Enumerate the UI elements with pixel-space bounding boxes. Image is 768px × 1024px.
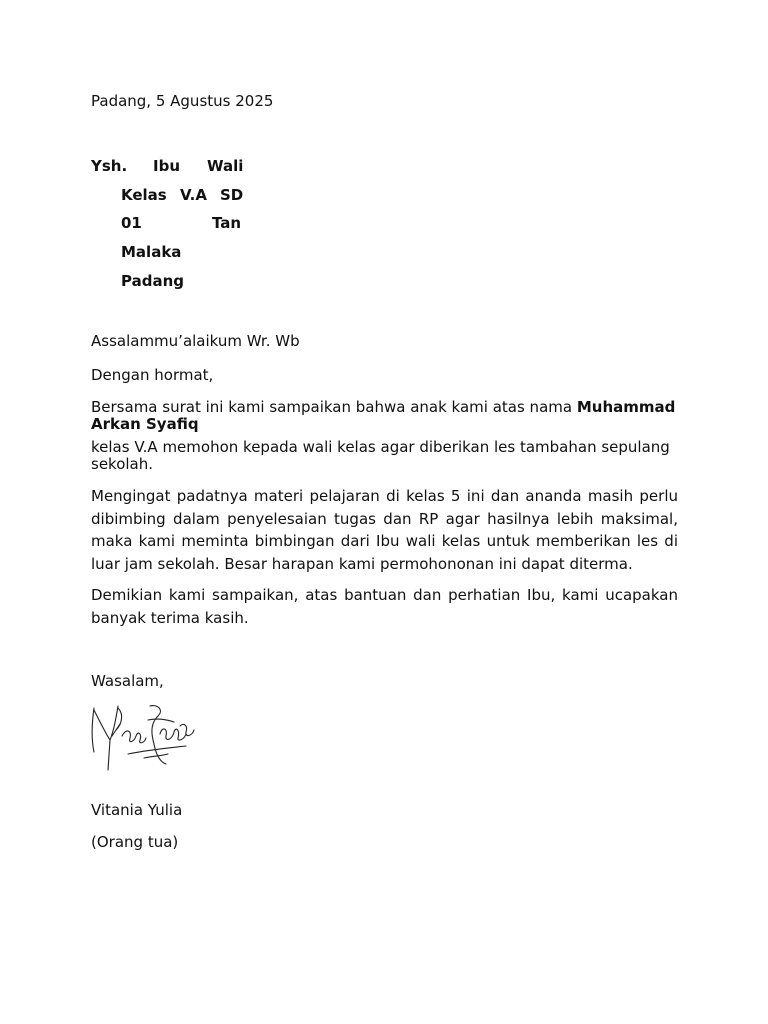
recipient-word: Wali (207, 157, 244, 175)
student-name: Muhammad (576, 398, 676, 416)
paragraph-3: Demikian kami sampaikan, atas bantuan dan perhatian Ibu, kami ucapakan banyak terima kasih. (91, 586, 678, 627)
signer-name: Vitania Yulia (91, 801, 183, 819)
salutation: Dengan hormat, (91, 366, 214, 384)
recipient-word: V.A (180, 186, 207, 204)
greeting: Assalammu’alaikum Wr. Wb (91, 332, 300, 350)
recipient-word: Ibu (153, 157, 180, 175)
recipient-word: Ysh. (91, 157, 128, 175)
para1-line-1 (91, 398, 675, 416)
recipient-line-4: Malaka (121, 243, 182, 261)
recipient-word: Kelas (121, 186, 167, 204)
letter-date: Padang, 5 Agustus 2025 (91, 92, 274, 110)
recipient-line-5: Padang (121, 272, 184, 290)
paragraph-2: Mengingat padatnya materi pelajaran di kelas 5 ini dan ananda masih perlu dibimbing dalam penyelesaian tugas dan RP agar hasilnya lebih maksimal, maka kami meminta bimbingan dari Ibu wali kelas untuk memberikan les di luar jam sekolah. Besar harapan kami permohononan ini dapat diterma. (91, 487, 678, 573)
signer-role: (Orang tua) (91, 833, 179, 851)
closing: Wasalam, (91, 672, 164, 690)
student-name-continued: Arkan Syafiq (91, 415, 199, 433)
signature-image (88, 700, 198, 778)
recipient-word: Tan (212, 214, 242, 232)
recipient-word: 01 (121, 214, 142, 232)
para1-continuation: kelas V.A memohon kepada wali kelas agar diberikan les tambahan sepulang (91, 438, 670, 456)
para1-text: Bersama surat ini kami sampaikan bahwa anak kami atas nama (91, 398, 577, 416)
para1-continuation-end: sekolah. (91, 455, 154, 473)
recipient-word: SD (220, 186, 244, 204)
